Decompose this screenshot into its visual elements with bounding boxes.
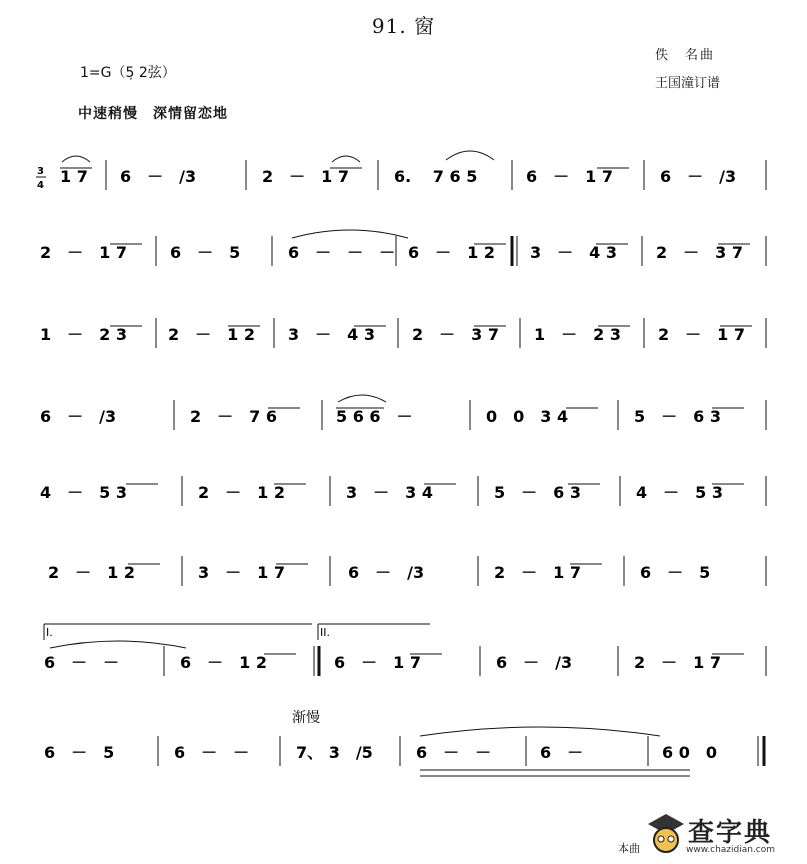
watermark-url: www.chazidian.com: [686, 845, 776, 855]
svg-text:2 － 7 6: 2 － 7 6: [190, 407, 277, 426]
svg-text:6 － 1 7: 6 － 1 7: [334, 653, 421, 672]
svg-text:6 － 5: 6 － 5: [640, 563, 711, 582]
svg-text:6 － － －: 6 － － －: [288, 243, 396, 262]
key-signature: 1=G（5̣ 2弦）: [80, 65, 176, 81]
time-sig-bottom: 4: [37, 180, 44, 191]
svg-text:2 － 1 2: 2 － 1 2: [168, 325, 255, 344]
svg-text:6 － 1 7: 6 － 1 7: [526, 167, 613, 186]
svg-text:3 － 3 4: 3 － 3 4: [346, 483, 433, 502]
volta-second: II.: [320, 626, 330, 639]
watermark-name: 查字典: [688, 818, 773, 848]
svg-text:2 － 3 7: 2 － 3 7: [412, 325, 499, 344]
score-row-3: [40, 318, 766, 348]
svg-text:2 － 1 7: 2 － 1 7: [262, 167, 349, 186]
page-title: 91. 窗: [371, 14, 436, 38]
score-row-4: [40, 395, 766, 430]
svg-text:6 0 0: 6 0 0: [662, 743, 717, 762]
svg-text:5 － 6 3: 5 － 6 3: [634, 407, 721, 426]
svg-text:6 －: 6 －: [540, 743, 584, 762]
svg-text:6 － /3: 6 － /3: [120, 167, 197, 186]
svg-text:6 － /3: 6 － /3: [496, 653, 573, 672]
svg-text:1 － 2 3: 1 － 2 3: [534, 325, 621, 344]
composer-credit: 佚 名曲: [655, 48, 716, 63]
svg-text:6 － －: 6 － －: [44, 653, 120, 672]
score-row-8: [44, 709, 764, 776]
svg-text:7、 3 /5: 7、 3 /5: [296, 743, 373, 762]
svg-text:6. 7 6 5: 6. 7 6 5: [394, 167, 478, 186]
svg-text:6 － 1 2: 6 － 1 2: [408, 243, 495, 262]
svg-text:2 － 1 7: 2 － 1 7: [658, 325, 745, 344]
time-sig-top: 3: [37, 166, 44, 177]
svg-text:1 7: 1 7: [60, 167, 88, 186]
score-row-1: [60, 151, 766, 190]
svg-text:3 － 4 3: 3 － 4 3: [288, 325, 375, 344]
volta-first: I.: [46, 626, 53, 639]
svg-text:6 － /3: 6 － /3: [348, 563, 425, 582]
svg-text:6 － 1 2: 6 － 1 2: [180, 653, 267, 672]
svg-text:6 － /3: 6 － /3: [40, 407, 117, 426]
arranger-credit: 王国潼订谱: [655, 76, 721, 91]
score-row-5: [40, 476, 766, 506]
svg-text:5 － 6 3: 5 － 6 3: [494, 483, 581, 502]
svg-text:6 － 5: 6 － 5: [170, 243, 241, 262]
svg-text:2 － 1 2: 2 － 1 2: [198, 483, 285, 502]
svg-text:6 － /3: 6 － /3: [660, 167, 737, 186]
svg-text:6 － 5: 6 － 5: [44, 743, 115, 762]
svg-text:1 － 2 3: 1 － 2 3: [40, 325, 127, 344]
svg-text:5 6 6 －: 5 6 6 －: [336, 407, 413, 426]
score-row-2: [40, 230, 766, 266]
svg-text:3 － 4 3: 3 － 4 3: [530, 243, 617, 262]
score-row-6: [48, 556, 766, 586]
score-row-7: [44, 624, 766, 676]
svg-text:0 0 3 4: 0 0 3 4: [486, 407, 569, 426]
svg-text:2 － 1 7: 2 － 1 7: [494, 563, 581, 582]
svg-text:6 － －: 6 － －: [416, 743, 492, 762]
svg-text:4 － 5 3: 4 － 5 3: [40, 483, 127, 502]
svg-text:3 － 1 7: 3 － 1 7: [198, 563, 285, 582]
svg-text:6 － －: 6 － －: [174, 743, 250, 762]
svg-text:2 － 1 7: 2 － 1 7: [40, 243, 127, 262]
svg-text:4 － 5 3: 4 － 5 3: [636, 483, 723, 502]
svg-text:2 － 3 7: 2 － 3 7: [656, 243, 743, 262]
svg-text:2 － 1 7: 2 － 1 7: [634, 653, 721, 672]
svg-text:2 － 1 2: 2 － 1 2: [48, 563, 135, 582]
tempo-marking: 中速稍慢 深情留恋地: [78, 106, 228, 122]
footer-text: 本曲: [618, 842, 640, 855]
tempo-change-label: 渐慢: [292, 710, 320, 726]
